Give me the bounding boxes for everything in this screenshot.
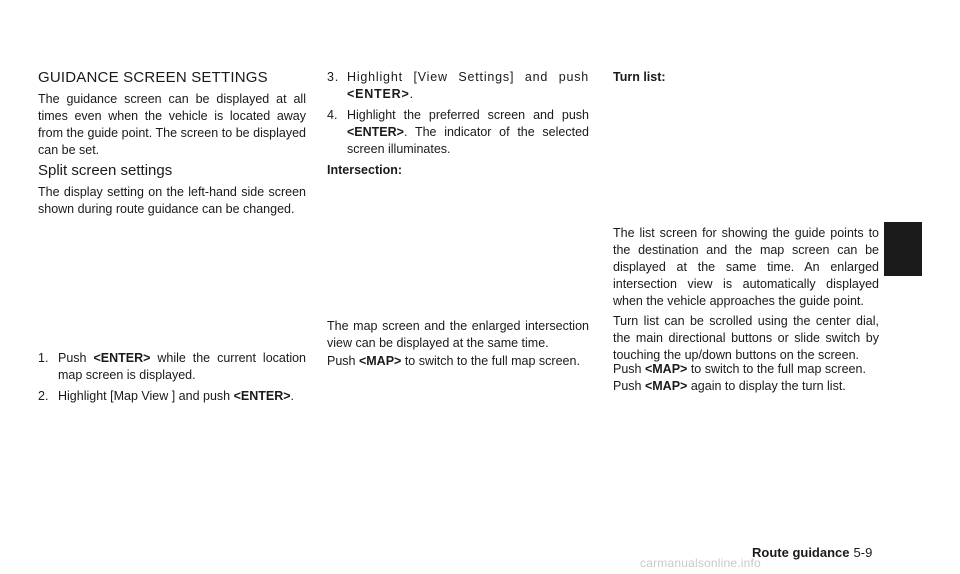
step-number: 2. <box>38 389 49 403</box>
map-key-label: <MAP> <box>644 379 688 393</box>
step-4 <box>327 107 589 158</box>
enter-key-label: <ENTER> <box>233 389 291 403</box>
enter-key-label: <ENTER> <box>347 87 410 101</box>
enter-key-label: <ENTER> <box>93 351 151 365</box>
step-2 <box>38 388 306 405</box>
step-text: Highlight the preferred screen and push <ENTER>. The indicator of the selected screen illuminates. <box>347 108 589 156</box>
step-number: 1. <box>38 351 49 365</box>
enter-key-label: <ENTER> <box>347 125 404 139</box>
watermark: carmanualsonline.info <box>640 556 761 570</box>
turn-list-paragraph: The list screen for showing the guide points to the destination and the map screen can be displayed at the same time. An enlarged intersection view is automatically displayed when the vehicle approaches the guide point. <box>613 226 879 308</box>
turn-list-label: Turn list: <box>613 70 666 84</box>
step-text: Highlight [Map View ] and push <ENTER>. <box>58 389 295 403</box>
section-heading: GUIDANCE SCREEN SETTINGS <box>38 69 268 86</box>
map-key-label: <MAP> <box>358 354 402 368</box>
turn-list-scroll-paragraph: Turn list can be scrolled using the center dial, the main directional buttons or slide switch by touching the up/down buttons on the screen. <box>613 314 879 362</box>
step-text: Push <ENTER> while the current location map screen is displayed. <box>58 351 306 382</box>
step-number: 4. <box>327 108 338 122</box>
chapter-tab-marker <box>884 222 922 276</box>
footer-section-title: Route guidance <box>752 545 850 560</box>
step-number: 3. <box>327 70 340 84</box>
subsection-heading: Split screen settings <box>38 162 173 179</box>
map-switch-paragraph: Push <MAP> to switch to the full map screen. <box>327 354 580 368</box>
map-key-label: <MAP> <box>644 362 688 376</box>
intersection-paragraph: The map screen and the enlarged intersection view can be displayed at the same time. <box>327 319 589 350</box>
step-text: Highlight [View Settings] and push <ENTER>. <box>347 70 589 101</box>
intro-paragraph: The guidance screen can be displayed at all times even when the vehicle is located away from the guide point. The screen to be displayed can be set. <box>38 92 306 157</box>
intersection-label: Intersection: <box>327 163 403 177</box>
step-1 <box>38 350 306 384</box>
page-footer <box>752 545 872 560</box>
split-screen-paragraph: The display setting on the left-hand side screen shown during route guidance can be changed. <box>38 185 306 216</box>
step-3 <box>327 69 589 103</box>
map-switch-paragraph: Push <MAP> to switch to the full map screen. Push <MAP> again to display the turn list. <box>613 362 866 393</box>
page-number: 5-9 <box>853 545 873 560</box>
